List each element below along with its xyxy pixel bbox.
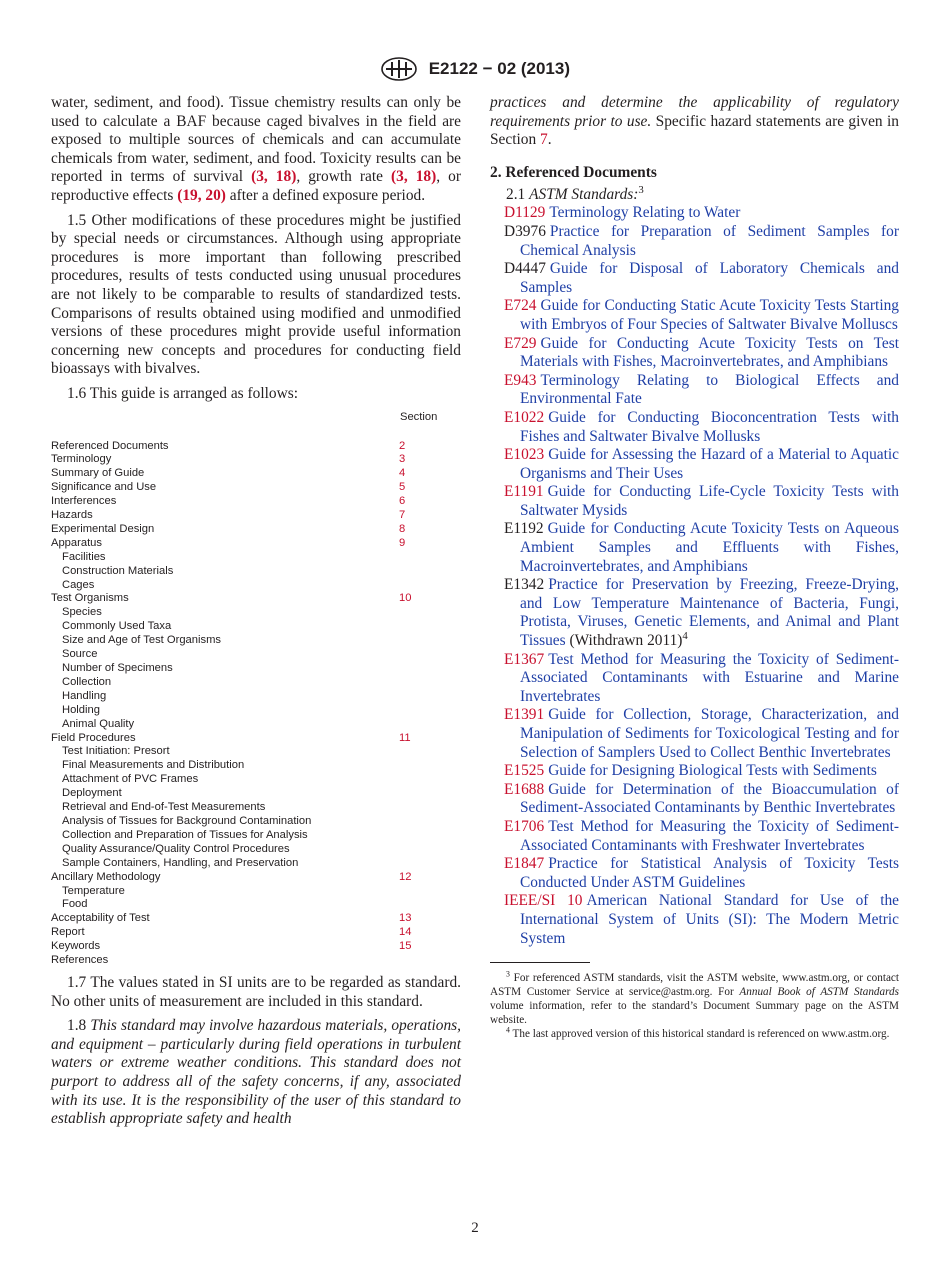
toc-row bbox=[51, 592, 439, 606]
toc-label: Referenced Documents bbox=[51, 439, 169, 452]
toc-row bbox=[51, 565, 439, 579]
toc-label: Interferences bbox=[51, 495, 117, 508]
reference-item bbox=[490, 446, 899, 483]
standard-designation: E2122 − 02 (2013) bbox=[428, 59, 571, 78]
toc-row bbox=[51, 704, 439, 718]
footnote-4: $^4$ The last approved version of this historical standard is referenced on www.astm.org. bbox=[506, 1025, 890, 1041]
toc-label: Summary of Guide bbox=[51, 467, 145, 480]
reference-item bbox=[490, 576, 899, 650]
reference-title-link[interactable]: Guide for Assessing the Hazard of a Material to Aquatic Organisms and Their Uses bbox=[520, 446, 899, 482]
toc-row bbox=[51, 801, 439, 815]
toc-section-number[interactable]: 10 bbox=[399, 592, 412, 605]
reference-item bbox=[490, 204, 899, 223]
toc-row bbox=[51, 745, 439, 759]
toc-label: Ancillary Methodology bbox=[51, 870, 161, 883]
toc-row bbox=[51, 690, 439, 704]
reference-title-link[interactable]: Practice for Preparation of Sediment Samples for Chemical Analysis bbox=[520, 222, 899, 259]
reference-code[interactable]: D1129 bbox=[504, 204, 546, 222]
referenced-documents bbox=[490, 183, 899, 948]
toc-label: Sample Containers, Handling, and Preservation bbox=[62, 856, 299, 869]
left-column bbox=[51, 94, 461, 1135]
toc-section-number bbox=[399, 843, 439, 857]
toc-section-number bbox=[399, 634, 439, 648]
toc-row bbox=[51, 718, 439, 732]
reference-code[interactable]: E943 bbox=[504, 371, 537, 389]
reference-title-link[interactable]: Guide for Collection, Storage, Characterization, and Manipulation of Sediments for Toxicological Testing and for Selection of Samplers Used to Collect Benthic Invertebrates bbox=[520, 706, 899, 761]
page-header bbox=[0, 56, 950, 82]
citation-link[interactable]: (3, 18) bbox=[391, 168, 437, 186]
reference-title-link[interactable]: Practice for Preservation by Freezing, Freeze-Drying, and Low Temperature Maintenance of Bacteria, Fungi, Protista, Viruses, Genetic Elements, and Animal and Plant Tissues bbox=[520, 576, 899, 650]
reference-code[interactable]: E729 bbox=[504, 334, 537, 352]
toc-section-number bbox=[399, 579, 439, 593]
toc-label: Number of Specimens bbox=[62, 662, 173, 674]
reference-item bbox=[490, 372, 899, 409]
reference-item bbox=[490, 223, 899, 260]
toc-section-number bbox=[399, 745, 439, 759]
reference-code: E1192 bbox=[504, 520, 544, 538]
reference-code: D4447 bbox=[504, 260, 546, 278]
toc-row bbox=[51, 676, 439, 690]
toc-row bbox=[51, 843, 439, 857]
reference-code[interactable]: E1023 bbox=[504, 446, 545, 464]
toc-row bbox=[51, 662, 439, 676]
toc-section-number[interactable]: 9 bbox=[399, 536, 406, 549]
toc-label: Temperature bbox=[62, 884, 125, 897]
section-link[interactable]: 7 bbox=[540, 131, 548, 149]
toc-row bbox=[51, 537, 439, 551]
toc-section-number bbox=[399, 551, 439, 565]
toc-section-number bbox=[399, 815, 439, 829]
paragraph-continued: water, sediment, and food). Tissue chemistry results can only be used to calculate a BAF because caged bivalves in the field are exposed to multiple sources of chemicals and can accumulate chemicals from water, sediment, and food. Toxicity results can be reported in terms of survival (3, 18), growth rate (3, 18), or reproductive effects (19, 20) after a defined exposure period. bbox=[51, 94, 461, 204]
toc-label: Size and Age of Test Organisms bbox=[62, 634, 221, 647]
toc-row bbox=[51, 523, 439, 537]
toc-label: Collection and Preparation of Tissues for Analysis bbox=[62, 828, 308, 841]
toc-section-number[interactable]: 13 bbox=[399, 912, 412, 925]
toc-section-number bbox=[399, 620, 439, 634]
reference-code[interactable]: IEEE/SI 10 bbox=[504, 892, 583, 910]
page-number: 2 bbox=[471, 1220, 479, 1236]
reference-code[interactable]: E1391 bbox=[504, 706, 545, 724]
reference-title-link[interactable]: Guide for Conducting Static Acute Toxicity Tests Starting with Embryos of Four Species of Saltwater Bivalve Molluscs bbox=[520, 297, 899, 333]
reference-title-link[interactable]: Guide for Conducting Bioconcentration Tests with Fishes and Saltwater Bivalve Mollusks bbox=[520, 408, 899, 445]
reference-item bbox=[490, 706, 899, 762]
toc-section-number bbox=[399, 690, 439, 704]
toc-section-number[interactable]: 5 bbox=[399, 481, 406, 494]
reference-code[interactable]: E1688 bbox=[504, 780, 545, 798]
reference-item bbox=[490, 297, 899, 334]
toc-label: Food bbox=[62, 898, 88, 911]
footnote-3: $^3$ For referenced ASTM standards, visit the ASTM website, www.astm.org, or contact ASTM Customer Service at service@astm.org. For Annual Book of ASTM Standards volume information, refer to the standard’s Document Summary page on the ASTM website. bbox=[490, 969, 899, 1027]
toc-section-number bbox=[399, 773, 439, 787]
toc-row bbox=[51, 481, 439, 495]
toc-label: Construction Materials bbox=[62, 564, 174, 577]
reference-code[interactable]: E1367 bbox=[504, 650, 545, 668]
reference-suffix: (Withdrawn 2011) bbox=[565, 632, 683, 650]
toc-label: Acceptability of Test bbox=[51, 912, 150, 925]
toc-label: Commonly Used Taxa bbox=[62, 620, 172, 633]
toc-label: Deployment bbox=[62, 787, 122, 800]
reference-item bbox=[490, 762, 899, 781]
reference-title-link[interactable]: Terminology Relating to Biological Effects and Environmental Fate bbox=[520, 371, 899, 408]
footnote-divider bbox=[490, 962, 590, 963]
footnote-marker: 4 bbox=[682, 629, 688, 642]
toc-row bbox=[51, 606, 439, 620]
toc-section-number[interactable]: 15 bbox=[399, 940, 412, 953]
toc-section-number bbox=[399, 885, 439, 899]
toc-section-number bbox=[399, 648, 439, 662]
toc-row bbox=[51, 634, 439, 648]
toc-label: Test Initiation: Presort bbox=[62, 745, 170, 758]
toc-label: Keywords bbox=[51, 940, 101, 953]
toc-row bbox=[51, 759, 439, 773]
contents-table bbox=[51, 410, 439, 968]
reference-item bbox=[490, 483, 899, 520]
toc-label: Handling bbox=[62, 689, 107, 702]
toc-section-number[interactable]: 11 bbox=[399, 731, 411, 744]
reference-code[interactable]: E1191 bbox=[504, 483, 544, 501]
toc-section-number bbox=[399, 898, 439, 912]
toc-row bbox=[51, 495, 439, 509]
toc-section-number[interactable]: 14 bbox=[399, 926, 412, 939]
toc-label: Experimental Design bbox=[51, 522, 155, 535]
reference-item bbox=[490, 651, 899, 707]
toc-row bbox=[51, 648, 439, 662]
toc-row bbox=[51, 787, 439, 801]
toc-section-number[interactable]: 2 bbox=[399, 439, 406, 452]
toc-section-number bbox=[399, 759, 439, 773]
reference-code[interactable]: E724 bbox=[504, 297, 537, 315]
toc-row bbox=[51, 829, 439, 843]
reference-title-link[interactable]: Guide for Disposal of Laboratory Chemicals and Samples bbox=[520, 260, 899, 296]
reference-code[interactable]: E1022 bbox=[504, 408, 545, 426]
reference-item bbox=[490, 855, 899, 892]
toc-label: Retrieval and End-of-Test Measurements bbox=[62, 801, 266, 814]
toc-label: Cages bbox=[62, 578, 95, 591]
toc-row bbox=[51, 954, 439, 968]
toc-label: Holding bbox=[62, 703, 100, 716]
toc-header-section: Section bbox=[400, 410, 438, 423]
toc-section-number[interactable]: 3 bbox=[399, 453, 406, 466]
reference-item bbox=[490, 520, 899, 576]
subsection-heading: 2.1 ASTM Standards:$^3$ bbox=[506, 183, 644, 203]
toc-label: Field Procedures bbox=[51, 731, 136, 744]
reference-item bbox=[490, 260, 899, 297]
toc-row bbox=[51, 440, 439, 454]
toc-label: Species bbox=[62, 606, 102, 619]
reference-code[interactable]: E1847 bbox=[504, 855, 545, 873]
toc-label: Test Organisms bbox=[51, 592, 129, 605]
toc-row bbox=[51, 857, 439, 871]
toc-section-number bbox=[399, 954, 439, 968]
reference-code[interactable]: E1706 bbox=[504, 817, 545, 835]
toc-row bbox=[51, 926, 439, 940]
section-heading: 2. Referenced Documents bbox=[490, 163, 657, 181]
toc-row bbox=[51, 509, 439, 523]
reference-item bbox=[490, 781, 899, 818]
right-column bbox=[490, 94, 899, 1041]
toc-section-number bbox=[399, 857, 439, 871]
toc-section-number bbox=[399, 718, 439, 732]
toc-section-number[interactable]: 6 bbox=[399, 495, 406, 508]
toc-label: Facilities bbox=[62, 550, 106, 563]
reference-item bbox=[490, 818, 899, 855]
reference-code[interactable]: E1525 bbox=[504, 762, 545, 780]
reference-code: E1342 bbox=[504, 576, 545, 594]
paragraph-1-8: 1.8 This standard may involve hazardous materials, operations, and equipment – particularly during field operations in turbulent waters or extreme weather conditions. This standard does not purport to address all of the safety concerns, if any, associated with its use. It is the responsibility of the user of this standard to establish appropriate safety and health bbox=[51, 1017, 462, 1128]
reference-title-link[interactable]: Guide for Conducting Acute Toxicity Tests on Aqueous Ambient Samples and Effluents with Fishes, Macroinvertebrates, and Amphibians bbox=[520, 520, 899, 575]
toc-section-number bbox=[399, 787, 439, 801]
reference-code: D3976 bbox=[504, 222, 546, 240]
reference-title-link[interactable]: Terminology Relating to Water bbox=[549, 204, 741, 222]
toc-label: Quality Assurance/Quality Control Procedures bbox=[62, 842, 290, 855]
toc-row bbox=[51, 732, 439, 746]
paragraph-1-5: 1.5 Other modifications of these procedures might be justified by special needs or circumstances. Although using appropriate procedures is more important than following prescribed procedures, results of tests conducted using unusual procedures are not likely to be comparable to results of standardized tests. Comparisons of results obtained using modified and unmodified versions of these procedures might provide useful information concerning new concepts and procedures for conducting field bioassays with bivalves. bbox=[51, 211, 461, 378]
toc-label: Significance and Use bbox=[51, 481, 157, 494]
toc-section-number bbox=[399, 565, 439, 579]
paragraph-1-6: 1.6 This guide is arranged as follows: bbox=[67, 384, 298, 402]
toc-section-number bbox=[399, 676, 439, 690]
reference-title-link[interactable]: Guide for Designing Biological Tests with Sediments bbox=[548, 762, 877, 780]
toc-label: Analysis of Tissues for Background Contamination bbox=[62, 814, 312, 827]
reference-item bbox=[490, 892, 899, 948]
toc-section-number[interactable]: 8 bbox=[399, 522, 406, 535]
toc-label: References bbox=[51, 954, 109, 967]
toc-row bbox=[51, 773, 439, 787]
citation-link[interactable]: (3, 18) bbox=[251, 168, 297, 186]
toc-row bbox=[51, 885, 439, 899]
toc-row bbox=[51, 551, 439, 565]
toc-label: Terminology bbox=[51, 453, 112, 466]
toc-label: Source bbox=[62, 648, 98, 661]
toc-label: Final Measurements and Distribution bbox=[62, 759, 245, 772]
astm-logo-icon bbox=[380, 56, 418, 82]
reference-title-link[interactable]: Test Method for Measuring the Toxicity of Sediment-Associated Contaminants with Estuarine and Marine Invertebrates bbox=[520, 650, 899, 705]
citation-link[interactable]: (19, 20) bbox=[177, 186, 226, 204]
toc-section-number bbox=[399, 662, 439, 676]
toc-section-number[interactable]: 12 bbox=[399, 870, 412, 883]
toc-row bbox=[51, 620, 439, 634]
reference-item bbox=[490, 409, 899, 446]
toc-label: Report bbox=[51, 926, 85, 939]
reference-item bbox=[490, 335, 899, 372]
paragraph-1-7: 1.7 The values stated in SI units are to be regarded as standard. No other units of measurement are included in this standard. bbox=[51, 973, 461, 1010]
toc-section-number bbox=[399, 829, 439, 843]
reference-title-link[interactable]: Guide for Conducting Acute Toxicity Tests on Test Materials with Fishes, Macroinvertebrates, and Amphibians bbox=[520, 334, 899, 371]
reference-title-link[interactable]: Test Method for Measuring the Toxicity of Sediment-Associated Contaminants with Freshwater Invertebrates bbox=[520, 817, 899, 854]
toc-row bbox=[51, 871, 439, 885]
reference-list bbox=[490, 204, 899, 948]
reference-title-link[interactable]: Practice for Statistical Analysis of Toxicity Tests Conducted Under ASTM Guidelines bbox=[520, 855, 899, 891]
toc-row bbox=[51, 815, 439, 829]
toc-row bbox=[51, 898, 439, 912]
toc-row bbox=[51, 912, 439, 926]
toc-row bbox=[51, 579, 439, 593]
toc-section-number bbox=[399, 801, 439, 815]
paragraph-continued-right: practices and determine the applicability of regulatory requirements prior to use. Specific hazard statements are given in Section 7. bbox=[490, 94, 899, 149]
toc-label: Attachment of PVC Frames bbox=[62, 773, 199, 786]
toc-label: Apparatus bbox=[51, 536, 102, 549]
toc-row bbox=[51, 940, 439, 954]
toc-row bbox=[51, 467, 439, 481]
toc-label: Animal Quality bbox=[62, 717, 135, 730]
reference-title-link[interactable]: American National Standard for Use of the International System of Units (SI): The Modern Metric System bbox=[520, 892, 899, 947]
toc-row bbox=[51, 453, 439, 467]
toc-section-number[interactable]: 7 bbox=[399, 509, 406, 522]
toc-section-number bbox=[399, 606, 439, 620]
toc-label: Collection bbox=[62, 675, 112, 688]
reference-title-link[interactable]: Guide for Determination of the Bioaccumulation of Sediment-Associated Contaminants by Benthic Invertebrates bbox=[520, 780, 899, 817]
toc-section-number bbox=[399, 704, 439, 718]
reference-title-link[interactable]: Guide for Conducting Life-Cycle Toxicity Tests with Saltwater Mysids bbox=[520, 483, 899, 519]
toc-section-number[interactable]: 4 bbox=[399, 467, 406, 480]
toc-label: Hazards bbox=[51, 509, 93, 522]
